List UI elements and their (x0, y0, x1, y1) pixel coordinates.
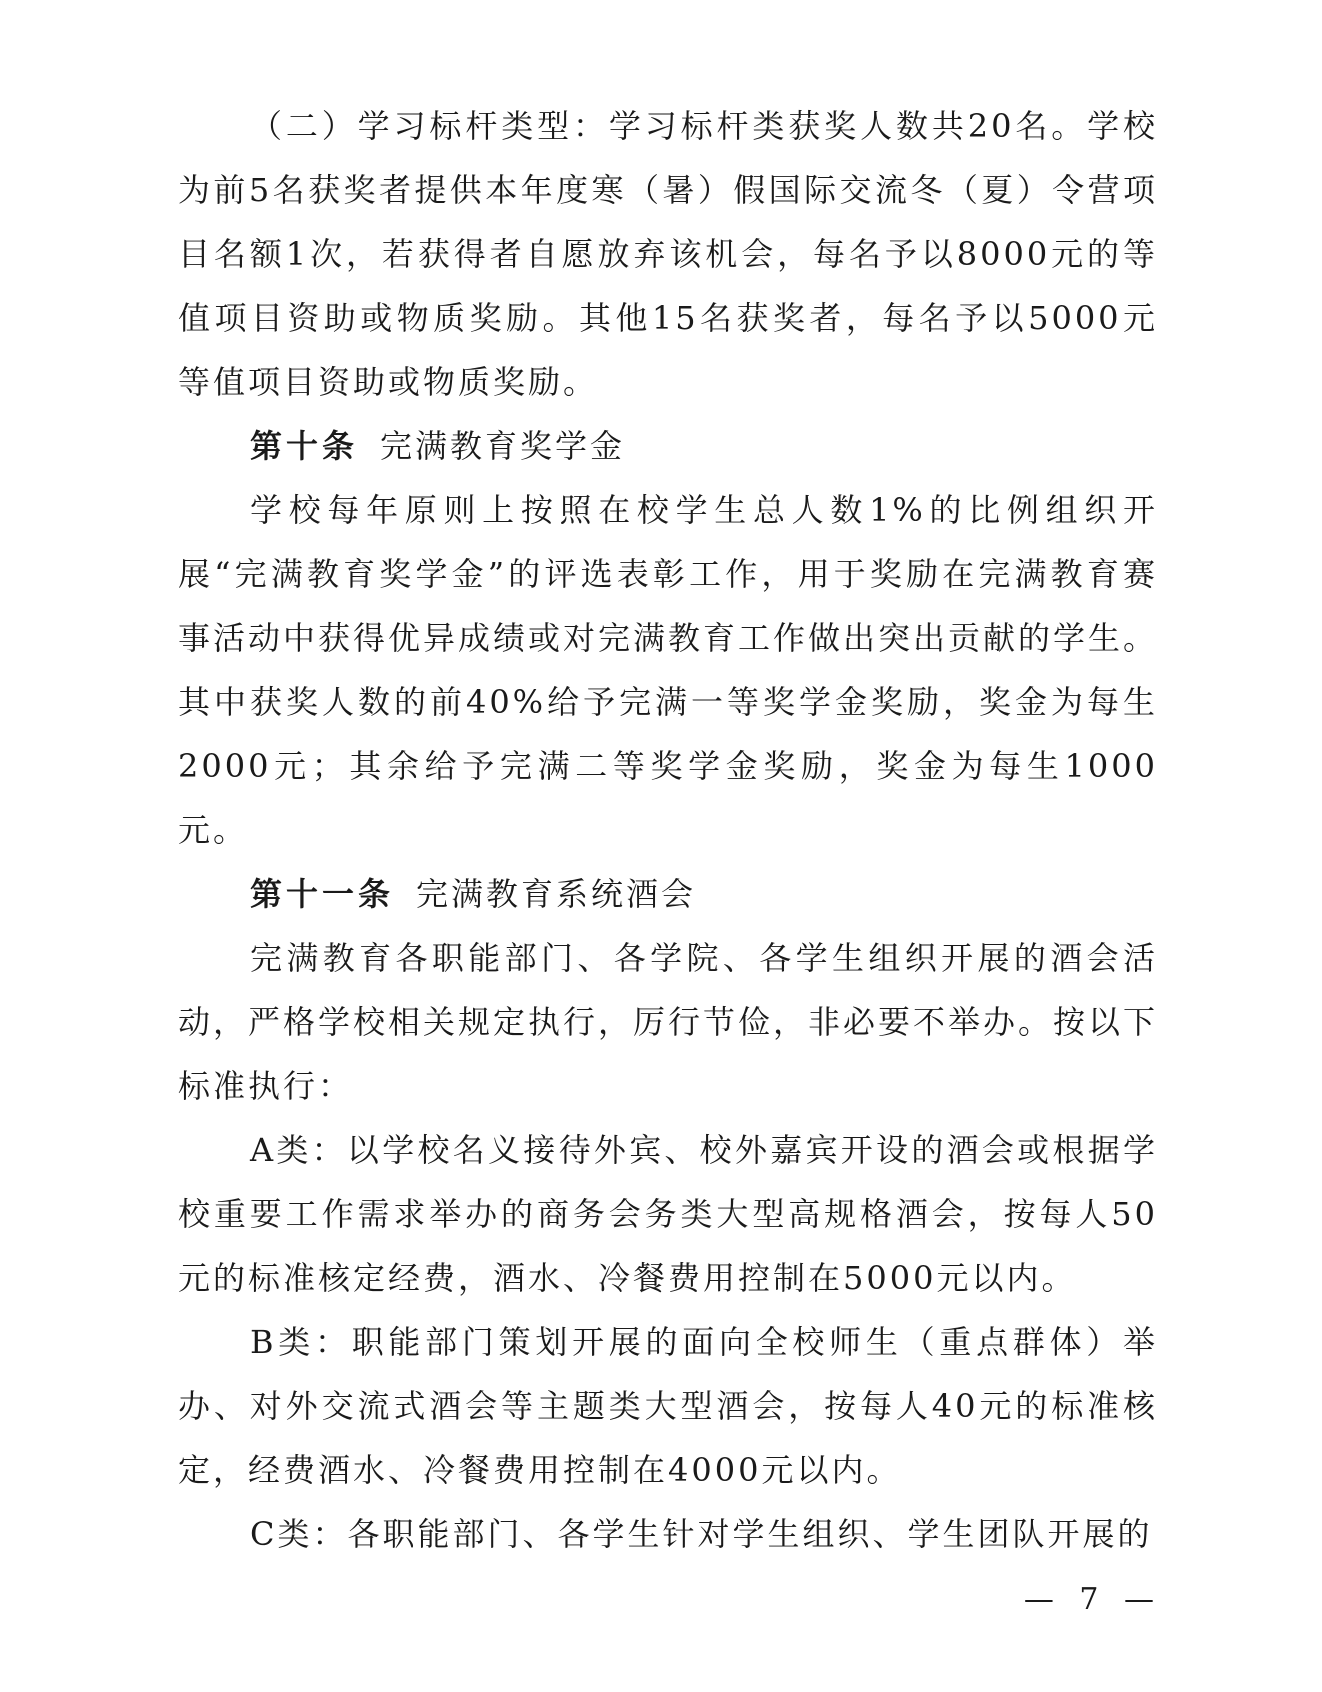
paragraph-scholarship: 学校每年原则上按照在校学生总人数1%的比例组织开展“完满教育奖学金”的评选表彰工作，用于奖励在完满教育赛事活动中获得优异成绩或对完满教育工作做出突出贡献的学生。其中获奖人数的前40%给予完满一等奖学金奖励，奖金为每生2000元；其余给予完满二等奖学金奖励，奖金为每生1000元。 (178, 491, 1159, 849)
article-11-heading (178, 862, 1158, 926)
article-11-number: 第十一条 (250, 875, 395, 913)
article-11-title: 完满教育系统酒会 (416, 875, 697, 913)
article-10-number: 第十条 (250, 427, 359, 465)
paragraph-learning-benchmark: （二）学习标杆类型：学习标杆类获奖人数共20名。学校为前5名获奖者提供本年度寒（暑）假国际交流冬（夏）令营项目名额1次，若获得者自愿放弃该机会，每名予以8000元的等值项目资助或物质奖励。其他15名获奖者，每名予以5000元等值项目资助或物质奖励。 (178, 107, 1158, 401)
document-body (178, 94, 1158, 1566)
paragraph-class-a: A类：以学校名义接待外宾、校外嘉宾开设的酒会或根据学校重要工作需求举办的商务会务类大型高规格酒会，按每人50元的标准核定经费，酒水、冷餐费用控制在5000元以内。 (178, 1131, 1158, 1297)
article-10-heading (178, 414, 1158, 478)
paragraph-class-c: C类：各职能部门、各学生针对学生组织、学生团队开展的 (250, 1515, 1153, 1553)
paragraph-class-b: B类：职能部门策划开展的面向全校师生（重点群体）举办、对外交流式酒会等主题类大型酒会，按每人40元的标准核定，经费酒水、冷餐费用控制在4000元以内。 (178, 1323, 1158, 1489)
page-number: — 7 — (1023, 1582, 1162, 1617)
article-10-title: 完满教育奖学金 (380, 427, 626, 465)
paragraph-reception-intro: 完满教育各职能部门、各学院、各学生组织开展的酒会活动，严格学校相关规定执行，厉行节俭，非必要不举办。按以下标准执行： (178, 939, 1159, 1105)
